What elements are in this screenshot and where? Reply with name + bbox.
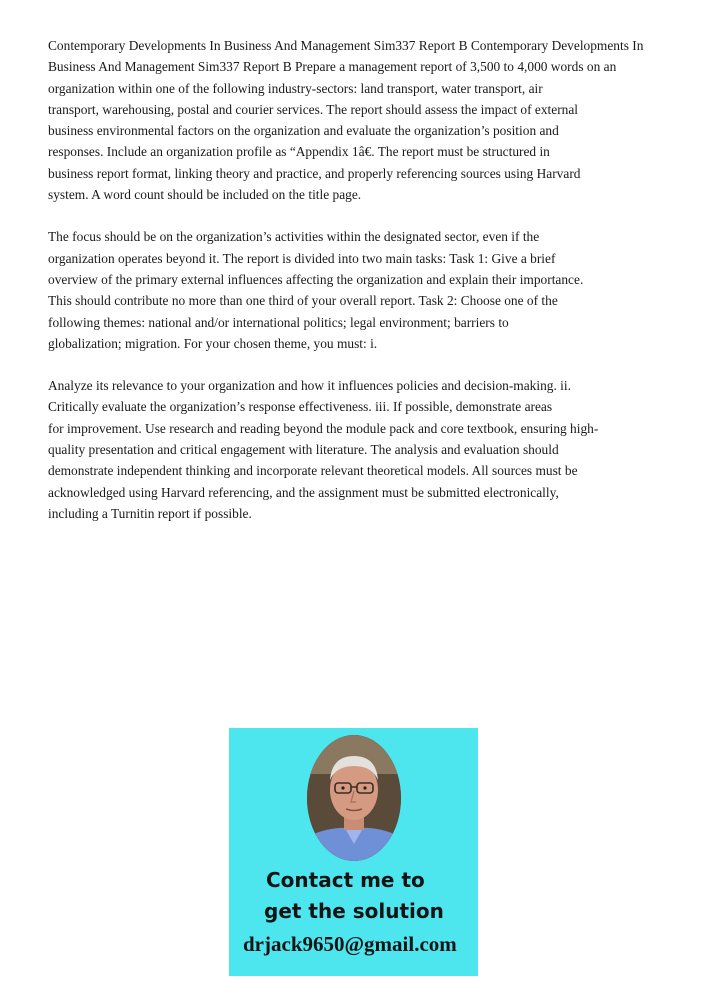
paragraph-2: [48, 226, 688, 354]
document-body: [48, 35, 688, 545]
text-line: Critically evaluate the organization’s response effectiveness. iii. If possible, demonstrate areas: [48, 399, 553, 415]
contact-heading-line-1: Contact me to: [266, 868, 425, 892]
contact-email[interactable]: drjack9650@gmail.com: [243, 932, 457, 956]
text-line: organization operates beyond it. The report is divided into two main tasks: Task 1: Give a brief: [48, 250, 556, 266]
paragraph-1: [48, 35, 688, 205]
text-line: transport, warehousing, postal and courier services. The report should assess the impact of external: [48, 101, 579, 117]
person-portrait-icon: [306, 734, 402, 862]
text-line: Business And Management Sim337 Report B Prepare a management report of 3,500 to 4,000 words on an: [48, 59, 617, 75]
text-line: acknowledged using Harvard referencing, and the assignment must be submitted electronically,: [48, 484, 559, 500]
text-line: business environmental factors on the organization and evaluate the organization’s position and: [48, 123, 559, 139]
contact-banner: [229, 728, 478, 976]
contact-heading-line-2: get the solution: [264, 899, 444, 923]
text-line: responses. Include an organization profile as “Appendix 1â€. The report must be structured in: [48, 144, 550, 160]
text-line: This should contribute no more than one third of your overall report. Task 2: Choose one of the: [48, 293, 558, 309]
portrait-photo: [306, 734, 402, 862]
text-line: quality presentation and critical engagement with literature. The analysis and evaluation should: [48, 442, 559, 458]
text-line: Analyze its relevance to your organization and how it influences policies and decision-making. ii.: [48, 378, 571, 394]
text-line: globalization; migration. For your chosen theme, you must: i.: [48, 335, 378, 351]
text-line: overview of the primary external influences affecting the organization and explain their importance.: [48, 271, 584, 287]
text-line: organization within one of the following industry-sectors: land transport, water transport, air: [48, 80, 543, 96]
text-line: for improvement. Use research and reading beyond the module pack and core textbook, ensuring high-: [48, 420, 599, 436]
text-line: system. A word count should be included on the title page.: [48, 187, 362, 203]
text-line: including a Turnitin report if possible.: [48, 505, 252, 521]
text-line: demonstrate independent thinking and incorporate relevant theoretical models. All sources must be: [48, 463, 578, 479]
text-line: The focus should be on the organization’s activities within the designated sector, even if the: [48, 229, 540, 245]
paragraph-3: [48, 375, 688, 524]
text-line: following themes: national and/or international politics; legal environment; barriers to: [48, 314, 509, 330]
text-line: Contemporary Developments In Business And Management Sim337 Report B Contemporary Developments In: [48, 38, 644, 53]
text-line: business report format, linking theory and practice, and properly referencing sources using Harvard: [48, 165, 581, 181]
